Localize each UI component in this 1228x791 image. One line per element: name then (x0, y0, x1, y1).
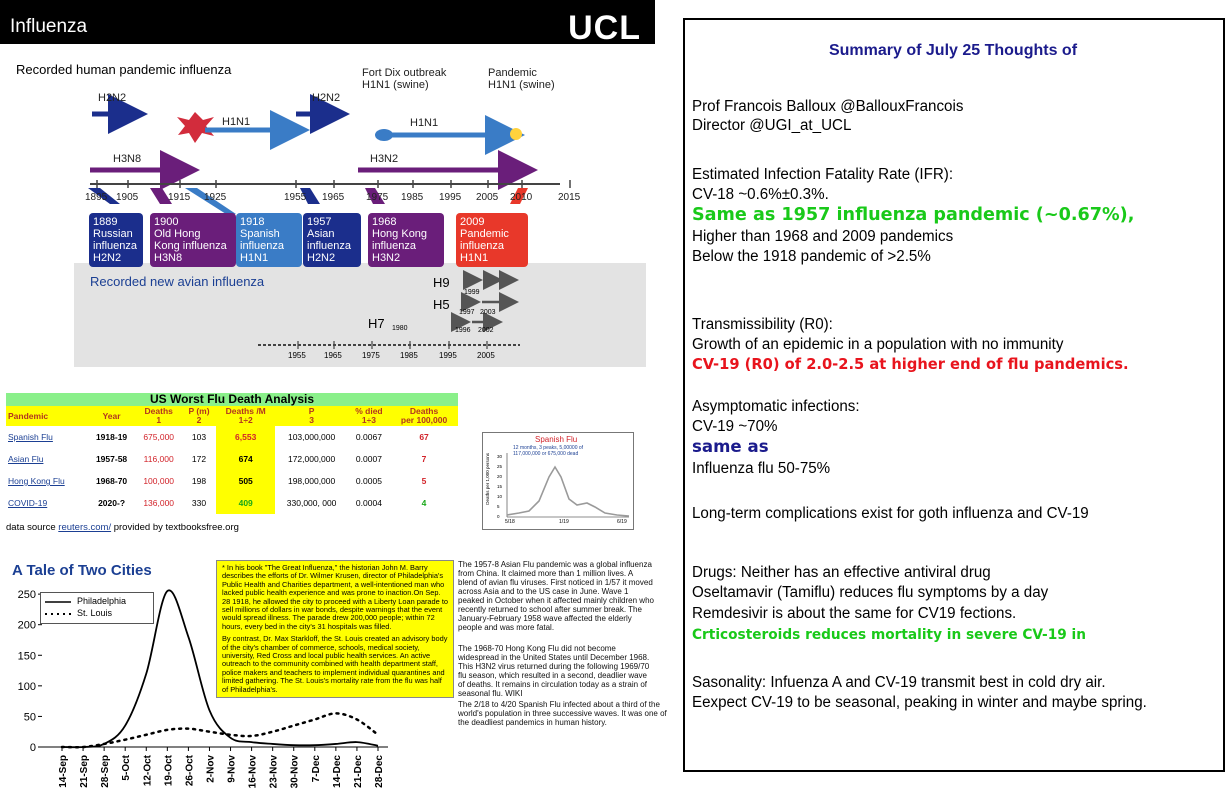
spanish-chart-note: 12 months, 3 peaks, 5,00000 of 117,000,000 or 675,000 dead (513, 445, 584, 457)
summary-line: CV-18 ~0.6%±0.3%. (692, 186, 829, 203)
summary-line: CV-19 (R0) of 2.0-2.5 at higher end of flu pandemics. (692, 355, 1129, 373)
tale-xtick-label: 28-Dec (374, 755, 385, 788)
table-cell: 116,000 (143, 454, 174, 464)
timeline-year: 2015 (558, 192, 581, 203)
avian-year: 1995 (439, 351, 457, 360)
avian-year: 1985 (400, 351, 418, 360)
summary-line: Long-term complications exist for goth influenza and CV-19 (692, 505, 1089, 522)
tale-xtick-label: 5-Oct (121, 755, 133, 781)
tale-ytick-label: 150 (17, 650, 36, 663)
summary-line: Oseltamavir (Tamiflu) reduces flu symptoms by a day (692, 584, 1049, 601)
table-row (6, 426, 458, 448)
table-header-cell: Year (88, 406, 135, 426)
fort-dix-callout: Fort Dix outbreak H1N1 (swine) (362, 67, 447, 91)
burst-2009-icon (510, 128, 522, 140)
table-header-cell: P (m) 2 (182, 406, 216, 426)
spanish-ytick: 15 (497, 484, 503, 489)
timeline-year: 1955 (284, 192, 307, 203)
timeline-header (0, 0, 655, 47)
timeline-title: Influenza (10, 16, 88, 37)
tale-xtick-label: 30-Nov (289, 755, 301, 789)
tale-xtick-label: 2-Nov (205, 755, 217, 783)
spanish-ytick: 0 (497, 514, 500, 519)
table-caption: US Worst Flu Death Analysis (6, 393, 458, 406)
spanish-flu-curve (507, 467, 629, 516)
tale-note (216, 560, 454, 698)
table-cell: 0.0007 (355, 454, 382, 464)
tale-xtick-label: 14-Dec (331, 755, 343, 788)
table-cell: 67 (419, 432, 429, 442)
data-source-suffix: provided by textbooksfree.org (113, 522, 239, 533)
timeline-year: 1975 (366, 192, 389, 203)
ucl-logo: UCL (568, 9, 641, 47)
summary-line: Director @UGI_at_UCL (692, 117, 852, 134)
summary-heading: Summary of July 25 Thoughts of (828, 42, 1078, 59)
tale-note-st-louis: By contrast, Dr. Max Starkloff, the St. Louis created an advisory body of the city's chamber of commerce, schools, medical society, university, Red Cross and local public health services. An active outreach to the community combined with health department staff, police makers and teachers to implement individual quarantines and limited gathering. The St. Louis's mortality rate from the flu was half of Philadelphia's. (222, 634, 448, 694)
timeline-year: 1965 (322, 192, 345, 203)
tale-xtick-label: 23-Nov (268, 755, 280, 789)
pandemic-box-1957: 1957 Asian influenza H2N2 (303, 213, 361, 267)
table-header-cell: P 3 (275, 406, 347, 426)
tale-xtick-label: 12-Oct (142, 755, 154, 787)
avian-year-1997: 1997 (459, 309, 475, 316)
avian-year: 1975 (362, 351, 380, 360)
timeline-year: 1915 (168, 192, 191, 203)
tale-legend (40, 592, 154, 624)
tale-xtick-label: 9-Nov (226, 755, 238, 783)
tale-ytick-label: 250 (17, 589, 36, 602)
table-row (6, 492, 458, 514)
table-header-cell: Deaths /M 1÷2 (216, 406, 276, 426)
table-cell: 330,000, 000 (286, 498, 337, 508)
table-cell: 103,000,000 (287, 432, 336, 442)
spanish-ytick: 30 (497, 454, 503, 459)
tale-xtick-label: 19-Oct (163, 755, 175, 787)
tale-title: A Tale of Two Cities (12, 562, 152, 579)
table-cell: 1968-70 (95, 476, 128, 486)
label-h1n1-1977: H1N1 (410, 117, 439, 129)
summary-line: Growth of an epidemic in a population with no immunity (692, 336, 1064, 353)
avian-year-1996: 1996 (455, 327, 471, 334)
summary-line: Asymptomatic infections: (692, 398, 860, 415)
data-source (6, 522, 239, 533)
table-cell: 330 (191, 498, 207, 508)
hong-kong-flu-text: The 1968-70 Hong Kong Flu did not become widespread in the United States until December 1968. This H3N2 virus returned during the following 1969/70 flu season, which resulted in a second, deadlier wave of deaths. It remains in circulation today as a strain of seasonal flu. WIKI (458, 644, 650, 698)
table-cell: 6,553 (216, 426, 276, 448)
table-cell: 675,000 (143, 432, 175, 442)
summary-line: Higher than 1968 and 2009 pandemics (692, 228, 954, 245)
avian-year-1980: 1980 (392, 325, 408, 332)
spanish-chart-ylabel: Deaths per 1,000 persons (485, 453, 490, 505)
tale-xtick-label: 28-Sep (100, 755, 112, 788)
table-cell: 198 (191, 476, 207, 486)
spanish-xtick-2: 6/19 (617, 519, 627, 525)
avian-year-1999: 1999 (464, 289, 480, 296)
table-row (6, 448, 458, 470)
spanish-chart-plot (483, 433, 633, 529)
spanish-flu-text: The 2/18 to 4/20 Spanish Flu infected about a third of the world's population in three successive waves. It was one of the deadliest pandemics in human history. (458, 700, 667, 727)
spanish-ytick: 20 (497, 474, 503, 479)
table-cell: 172 (191, 454, 207, 464)
summary-line: same as (692, 437, 769, 457)
tale-xtick-label: 14-Sep (58, 755, 69, 788)
timeline-year: 1905 (116, 192, 139, 203)
table-cell: 409 (216, 492, 276, 514)
pandemic-box-1968: 1968 Hong Kong influenza H3N2 (368, 213, 444, 267)
table-cell: 103 (191, 432, 207, 442)
spanish-chart-title: Spanish Flu (535, 435, 578, 444)
summary-line: Sasonality: Infuenza A and CV-19 transmit best in cold dry air. (692, 674, 1106, 691)
table-cell: 1918-19 (95, 432, 128, 442)
table-cell: 136,000 (143, 498, 175, 508)
timeline-year: 1985 (401, 192, 424, 203)
summary-line: Prof Francois Balloux @BallouxFrancois (692, 98, 964, 115)
spanish-xtick-0: 5/18 (505, 519, 515, 525)
label-h3n8: H3N8 (113, 153, 142, 165)
data-source-prefix: data source (6, 522, 56, 533)
summary-panel (683, 18, 1225, 772)
table-header-cell: % died 1÷3 (348, 406, 390, 426)
tale-xtick-label: 21-Dec (352, 755, 364, 788)
pandemic-callout: Pandemic H1N1 (swine) (488, 67, 555, 91)
table-cell[interactable]: Asian Flu (8, 454, 44, 464)
table-cell: 0.0067 (355, 432, 382, 442)
spanish-flu-chart (482, 432, 634, 530)
summary-line: Transmissibility (R0): (692, 316, 833, 333)
label-h2n2-1957: H2N2 (312, 92, 341, 104)
summary-line: Influenza flu 50-75% (692, 460, 831, 477)
table-cell: 0.0004 (355, 498, 382, 508)
spanish-ytick: 5 (497, 504, 500, 509)
flu-death-table (6, 393, 458, 514)
pandemic-box-2009: 2009 Pandemic influenza H1N1 (456, 213, 528, 267)
summary-line: Same as 1957 influenza pandemic (~0.67%), (692, 204, 1135, 225)
table-row (6, 470, 458, 492)
legend-philadelphia: Philadelphia (77, 596, 127, 606)
spanish-xtick-1: 1/19 (559, 519, 569, 525)
timeline-year: 2005 (476, 192, 499, 203)
summary-line: Eexpect CV-19 to be seasonal, peaking in winter and maybe spring. (692, 694, 1147, 711)
tale-xtick-label: 21-Sep (79, 755, 91, 788)
table-cell: 100,000 (143, 476, 175, 486)
timeline-year: 1925 (204, 192, 227, 203)
avian-year: 1955 (288, 351, 306, 360)
table-cell: 1957-58 (95, 454, 128, 464)
summary-line: Below the 1918 pandemic of >2.5% (692, 248, 931, 265)
summary-line: Estimated Infection Fatality Rate (IFR): (692, 166, 954, 183)
timeline-year: 2010 (510, 192, 533, 203)
avian-title: Recorded new avian influenza (90, 274, 265, 289)
summary-line: CV-19 ~70% (692, 418, 778, 435)
tale-ytick-label: 0 (29, 742, 36, 754)
avian-label-h7: H7 (368, 316, 385, 331)
summary-line: Remdesivir is about the same for CV19 fections. (692, 605, 1017, 622)
table-cell: 5 (421, 476, 427, 486)
table-cell: 2020-? (98, 498, 126, 508)
table-cell: 674 (216, 448, 276, 470)
asian-flu-text: The 1957-8 Asian Flu pandemic was a global influenza from China. It claimed more than 1 million lives. A blend of avian flu viruses. First noticed in 1/57 it moved across Asia and to the US case in June. Wave 1 peaked in October when it affected mainly children who recently returned to school after summer break. The January-February 1958 wave affected the elderly people and was more fatal. (458, 560, 654, 632)
pandemic-box-1900: 1900 Old Hong Kong influenza H3N8 (150, 213, 236, 267)
summary-line: Crticosteroids reduces mortality in severe CV-19 in (692, 627, 1086, 643)
data-source-link[interactable]: reuters.com/ (58, 522, 112, 533)
timeline-subtitle: Recorded human pandemic influenza (16, 62, 232, 77)
table-cell[interactable]: COVID-19 (8, 498, 48, 508)
spanish-ytick: 10 (497, 494, 503, 499)
table-header-cell: Pandemic (6, 406, 88, 426)
summary-line: Drugs: Neither has an effective antiviral drug (692, 564, 991, 581)
tale-ytick-label: 200 (17, 619, 36, 632)
timeline-year: 1995 (439, 192, 462, 203)
label-h3n2: H3N2 (370, 153, 399, 165)
avian-year: 1965 (324, 351, 342, 360)
table-cell[interactable]: Hong Kong Flu (8, 476, 65, 486)
table-header-cell: Deaths per 100,000 (390, 406, 458, 426)
legend-st-louis: St. Louis (77, 608, 113, 618)
avian-label-h9: H9 (433, 275, 450, 290)
pandemic-box-1918: 1918 Spanish influenza H1N1 (236, 213, 302, 267)
spanish-ytick: 25 (497, 464, 503, 469)
table-cell: 7 (421, 454, 427, 464)
table-cell: 4 (421, 498, 427, 508)
label-h2n2-1889: H2N2 (98, 92, 127, 104)
table-cell[interactable]: Spanish Flu (8, 432, 53, 442)
tale-note-philadelphia: * In his book "The Great Influenza," the historian John M. Barry describes the efforts of Dr. Wilmer Krusen, director of Philadelphia's Public Health and Charities department, a well-intentioned man who lacked public health experience and was prone to inaction.On Sep. 28 1918, he allowed the city to proceed with a Liberty Loan parade to sell millions of dollars in war bonds, despite warnings that the event would spread illness. The parade drew 200,000 people; within 72 hours, every bed in the city's 31 hospitals was filled. (222, 563, 448, 631)
avian-label-h5: H5 (433, 297, 450, 312)
timeline-year: 1895 (85, 192, 108, 203)
tale-xtick-label: 7-Dec (310, 755, 322, 783)
table-cell: 198,000,000 (287, 476, 336, 486)
table-header-cell: Deaths 1 (135, 406, 182, 426)
avian-year: 2005 (477, 351, 495, 360)
tale-ytick-label: 50 (23, 711, 36, 724)
table-cell: 172,000,000 (287, 454, 336, 464)
tale-xtick-label: 26-Oct (184, 755, 196, 787)
label-h1n1-1918: H1N1 (222, 116, 251, 128)
avian-year-2003: 2003 (480, 309, 496, 316)
table-cell: 505 (216, 470, 276, 492)
pandemic-box-1889: 1889 Russian influenza H2N2 (89, 213, 143, 267)
tale-xtick-label: 16-Nov (247, 755, 259, 789)
tale-ytick-label: 100 (17, 680, 36, 693)
table-cell: 0.0005 (355, 476, 382, 486)
avian-year-2002: 2002 (478, 327, 494, 334)
